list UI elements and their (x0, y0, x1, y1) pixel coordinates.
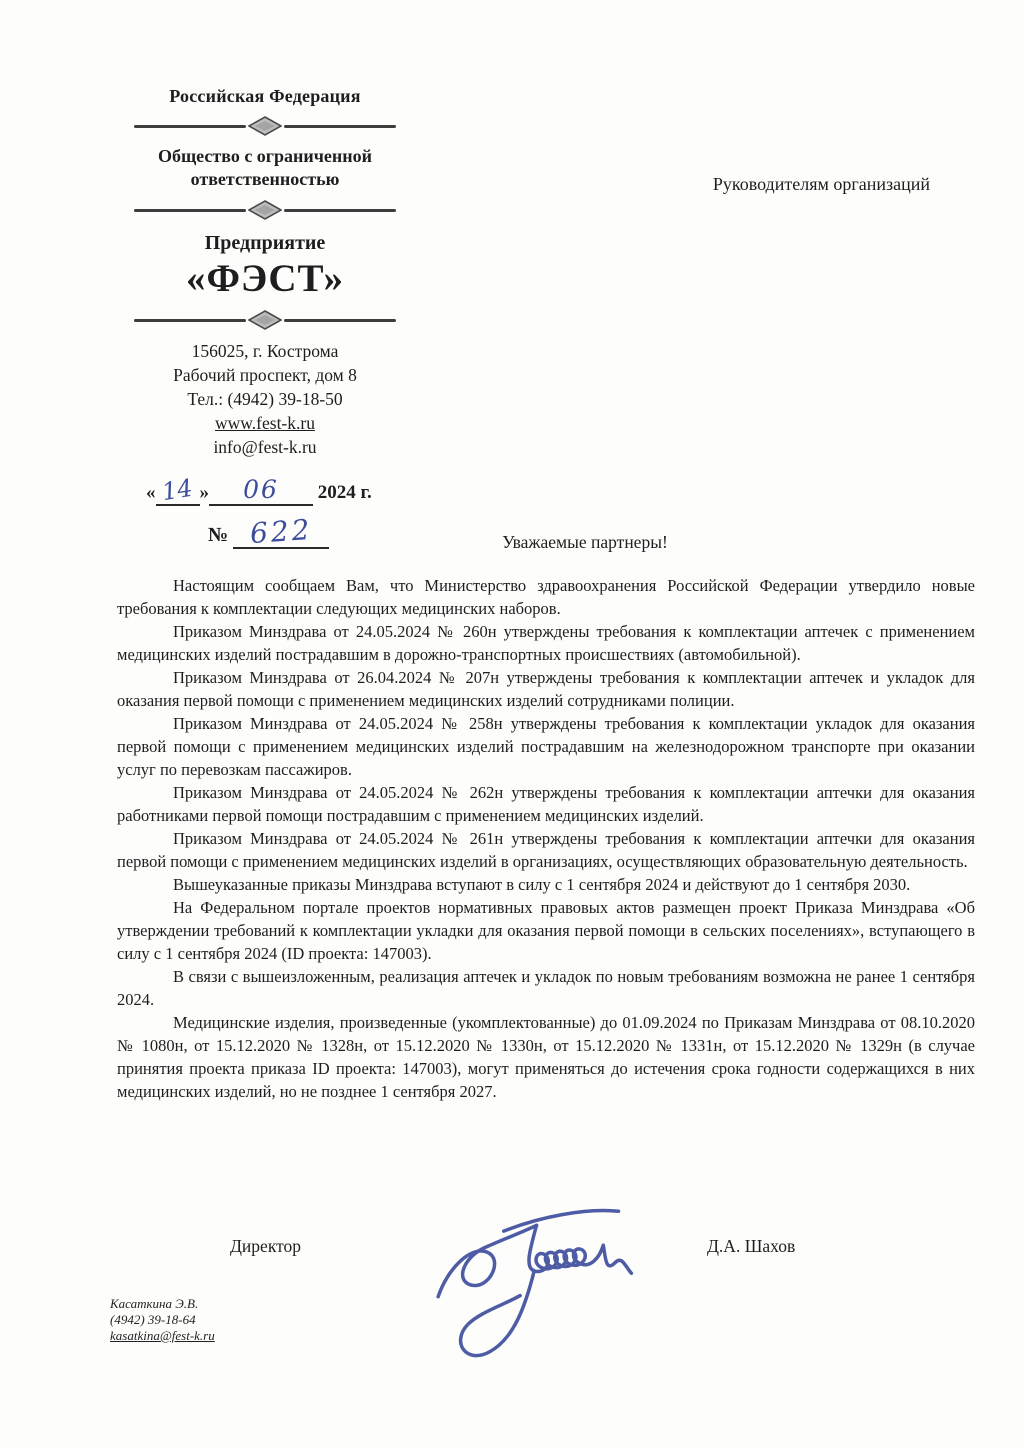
website-link: www.fest-k.ru (215, 413, 315, 433)
address-city: 156025, г. Кострома (191, 341, 339, 361)
paragraph: На Федеральном портале проектов нормативных правовых актов размещен проект Приказа Минздрава «Об утверждении требований к комплектации укладки для оказания первой помощи в сельских поселениях», вступающего в силу с 1 сентября 2024 (ID проекта: 147003). (117, 898, 975, 963)
date-row (112, 473, 418, 507)
orgtype-line2: ответственностью (190, 169, 340, 189)
paragraph: Настоящим сообщаем Вам, что Министерство здравоохранения Российской Федерации утвердило новые требования к комплектации следующих медицинских наборов. (117, 576, 975, 618)
phone-line: Тел.: (4942) 39-18-50 (187, 389, 343, 409)
address-street: Рабочий проспект, дом 8 (173, 365, 357, 385)
footer-contact-email: kasatkina@fest-k.ru (110, 1328, 215, 1343)
date-month-blank (209, 475, 313, 506)
paragraph: Приказом Минздрава от 26.04.2024 № 207н утверждены требования к комплектации аптечек и укладок для оказания первой помощи с применением медицинских изделий сотрудниками полиции. (117, 668, 975, 710)
signature-ink (412, 1196, 647, 1374)
date-open-quote: « (146, 482, 156, 503)
date-day-blank (156, 473, 200, 507)
letterhead-orgtype (112, 145, 418, 191)
orgtype-line1: Общество с ограниченной (157, 146, 372, 166)
salutation: Уважаемые партнеры! (502, 532, 668, 552)
signer-position: Директор (230, 1236, 302, 1256)
letterhead-address (112, 339, 418, 459)
footer-contact (110, 1296, 215, 1344)
number-sign: № (208, 524, 229, 546)
divider-line (284, 209, 396, 212)
letter-body (117, 574, 975, 1103)
divider-line (134, 319, 246, 322)
date-year-label: 2024 г. (317, 482, 372, 503)
paragraph: Приказом Минздрава от 24.05.2024 № 261н утверждены требования к комплектации аптечки для оказания первой помощи с применением медицинских изделий в организациях, осуществляющих образовательную деятельность. (117, 829, 975, 871)
signer-name: Д.А. Шахов (707, 1236, 796, 1256)
footer-contact-phone: (4942) 39-18-64 (110, 1312, 196, 1327)
divider-line (134, 209, 246, 212)
diamond-icon (248, 116, 282, 136)
paragraph: Медицинские изделия, произведенные (укомплектованные) до 01.09.2024 по Приказам Минздрава от 08.10.2020 № 1080н, от 15.12.2020 № 1328н, от 15.12.2020 № 1330н, от 15.12.2020 № 1331н, от 15.12.2020 № 1329н (в случае принятия проекта приказа ID проекта: 147003), могут применяться до истечения срока годности содержащихся в них медицинских изделий, но не позднее 1 сентября 2027. (117, 1013, 975, 1101)
paragraph: Приказом Минздрава от 24.05.2024 № 260н утверждены требования к комплектации аптечек с применением медицинских изделий пострадавшим в дорожно-транспортных происшествиях (автомобильной). (117, 622, 975, 664)
ornament-divider (134, 116, 396, 136)
letterhead-country: Российская Федерация (169, 86, 361, 106)
paragraph: Приказом Минздрава от 24.05.2024 № 258н утверждены требования к комплектации укладок для оказания первой помощи с применением медицинских изделий пострадавшим на железнодорожном транспорте при оказании услуг по перевозкам пассажиров. (117, 714, 975, 779)
paragraph: Вышеуказанные приказы Минздрава вступают в силу с 1 сентября 2024 и действуют до 1 сентября 2030. (173, 875, 911, 894)
diamond-icon (248, 310, 282, 330)
diamond-icon (248, 200, 282, 220)
date-day-handwritten: 14 (160, 473, 195, 507)
email-line: info@fest-k.ru (213, 437, 317, 457)
ornament-divider (134, 200, 396, 220)
footer-contact-name: Касаткина Э.В. (110, 1296, 199, 1311)
ornament-divider (134, 310, 396, 330)
date-close-quote: » (199, 482, 209, 503)
divider-line (134, 125, 246, 128)
paragraph: В связи с вышеизложенным, реализация аптечек и укладок по новым требованиям возможна не ранее 1 сентября 2024. (117, 967, 975, 1009)
divider-line (284, 125, 396, 128)
company-name: «ФЭСТ» (185, 257, 345, 300)
recipient-line: Руководителям организаций (712, 174, 930, 194)
number-handwritten: 622 (248, 512, 314, 551)
letterhead-enterprise-label: Предприятие (204, 232, 326, 254)
divider-line (284, 319, 396, 322)
letterhead (112, 86, 418, 549)
paragraph: Приказом Минздрава от 24.05.2024 № 262н утверждены требования к комплектации аптечки для оказания работниками первой помощи пострадавшим с применением медицинских изделий. (117, 783, 975, 825)
date-month-handwritten: 06 (243, 475, 279, 504)
